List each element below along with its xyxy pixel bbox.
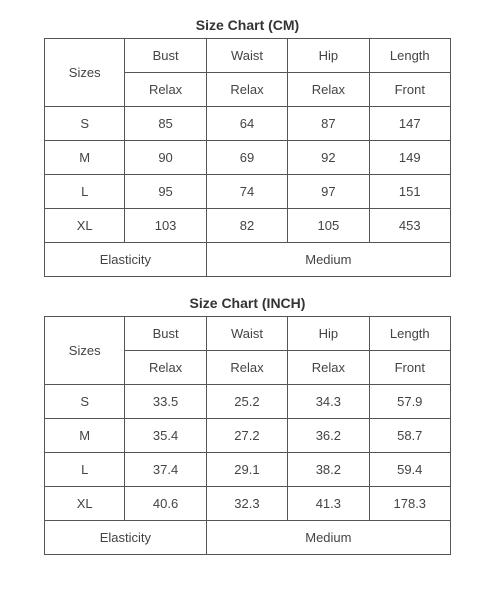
footer-row xyxy=(45,243,451,277)
table-row xyxy=(45,175,451,209)
table-row xyxy=(45,141,451,175)
value-cell: 69 xyxy=(206,141,287,175)
value-cell: 87 xyxy=(288,107,369,141)
footer-row xyxy=(45,521,451,555)
value-cell: 33.5 xyxy=(125,385,206,419)
value-cell: 27.2 xyxy=(206,419,287,453)
value-cell: 97 xyxy=(288,175,369,209)
elasticity-label-cell: Elasticity xyxy=(45,521,207,555)
size-cell: M xyxy=(45,419,125,453)
sizes-header-cell: Sizes xyxy=(45,39,125,107)
table-row xyxy=(45,209,451,243)
value-cell: 29.1 xyxy=(206,453,287,487)
table-row xyxy=(45,419,451,453)
size-cell: S xyxy=(45,107,125,141)
value-cell: 92 xyxy=(288,141,369,175)
value-cell: 41.3 xyxy=(288,487,369,521)
value-cell: 90 xyxy=(125,141,206,175)
size-cell: S xyxy=(45,385,125,419)
value-cell: 178.3 xyxy=(369,487,450,521)
value-cell: 453 xyxy=(369,209,450,243)
subheader-cell: Relax xyxy=(288,73,369,107)
table-row xyxy=(45,487,451,521)
size-cell: XL xyxy=(45,487,125,521)
subheader-cell: Front xyxy=(369,351,450,385)
hip-header-cell: Hip xyxy=(288,39,369,73)
value-cell: 74 xyxy=(206,175,287,209)
value-cell: 38.2 xyxy=(288,453,369,487)
elasticity-value-cell: Medium xyxy=(206,521,450,555)
value-cell: 95 xyxy=(125,175,206,209)
size-chart-cm-table xyxy=(44,38,451,277)
subheader-cell: Relax xyxy=(206,351,287,385)
subheader-cell: Relax xyxy=(206,73,287,107)
sizes-header-cell: Sizes xyxy=(45,317,125,385)
table-row xyxy=(45,385,451,419)
value-cell: 147 xyxy=(369,107,450,141)
waist-header-cell: Waist xyxy=(206,39,287,73)
value-cell: 36.2 xyxy=(288,419,369,453)
value-cell: 149 xyxy=(369,141,450,175)
hip-header-cell: Hip xyxy=(288,317,369,351)
size-cell: M xyxy=(45,141,125,175)
value-cell: 59.4 xyxy=(369,453,450,487)
size-chart-inch-title: Size Chart (INCH) xyxy=(189,295,306,311)
elasticity-label-cell: Elasticity xyxy=(45,243,207,277)
bust-header-cell: Bust xyxy=(125,39,206,73)
table-row xyxy=(45,453,451,487)
value-cell: 58.7 xyxy=(369,419,450,453)
header-row xyxy=(45,317,451,351)
value-cell: 82 xyxy=(206,209,287,243)
subheader-cell: Relax xyxy=(288,351,369,385)
subheader-cell: Relax xyxy=(125,73,206,107)
header-row xyxy=(45,39,451,73)
value-cell: 151 xyxy=(369,175,450,209)
value-cell: 103 xyxy=(125,209,206,243)
elasticity-value-cell: Medium xyxy=(206,243,450,277)
length-header-cell: Length xyxy=(369,317,450,351)
value-cell: 85 xyxy=(125,107,206,141)
value-cell: 40.6 xyxy=(125,487,206,521)
table-row xyxy=(45,107,451,141)
value-cell: 35.4 xyxy=(125,419,206,453)
size-chart-cm-title: Size Chart (CM) xyxy=(195,17,300,33)
value-cell: 34.3 xyxy=(288,385,369,419)
size-chart-inch-table xyxy=(44,316,451,555)
value-cell: 57.9 xyxy=(369,385,450,419)
size-cell: XL xyxy=(45,209,125,243)
size-cell: L xyxy=(45,175,125,209)
value-cell: 37.4 xyxy=(125,453,206,487)
value-cell: 105 xyxy=(288,209,369,243)
length-header-cell: Length xyxy=(369,39,450,73)
value-cell: 64 xyxy=(206,107,287,141)
waist-header-cell: Waist xyxy=(206,317,287,351)
bust-header-cell: Bust xyxy=(125,317,206,351)
size-cell: L xyxy=(45,453,125,487)
value-cell: 25.2 xyxy=(206,385,287,419)
value-cell: 32.3 xyxy=(206,487,287,521)
subheader-cell: Front xyxy=(369,73,450,107)
subheader-cell: Relax xyxy=(125,351,206,385)
